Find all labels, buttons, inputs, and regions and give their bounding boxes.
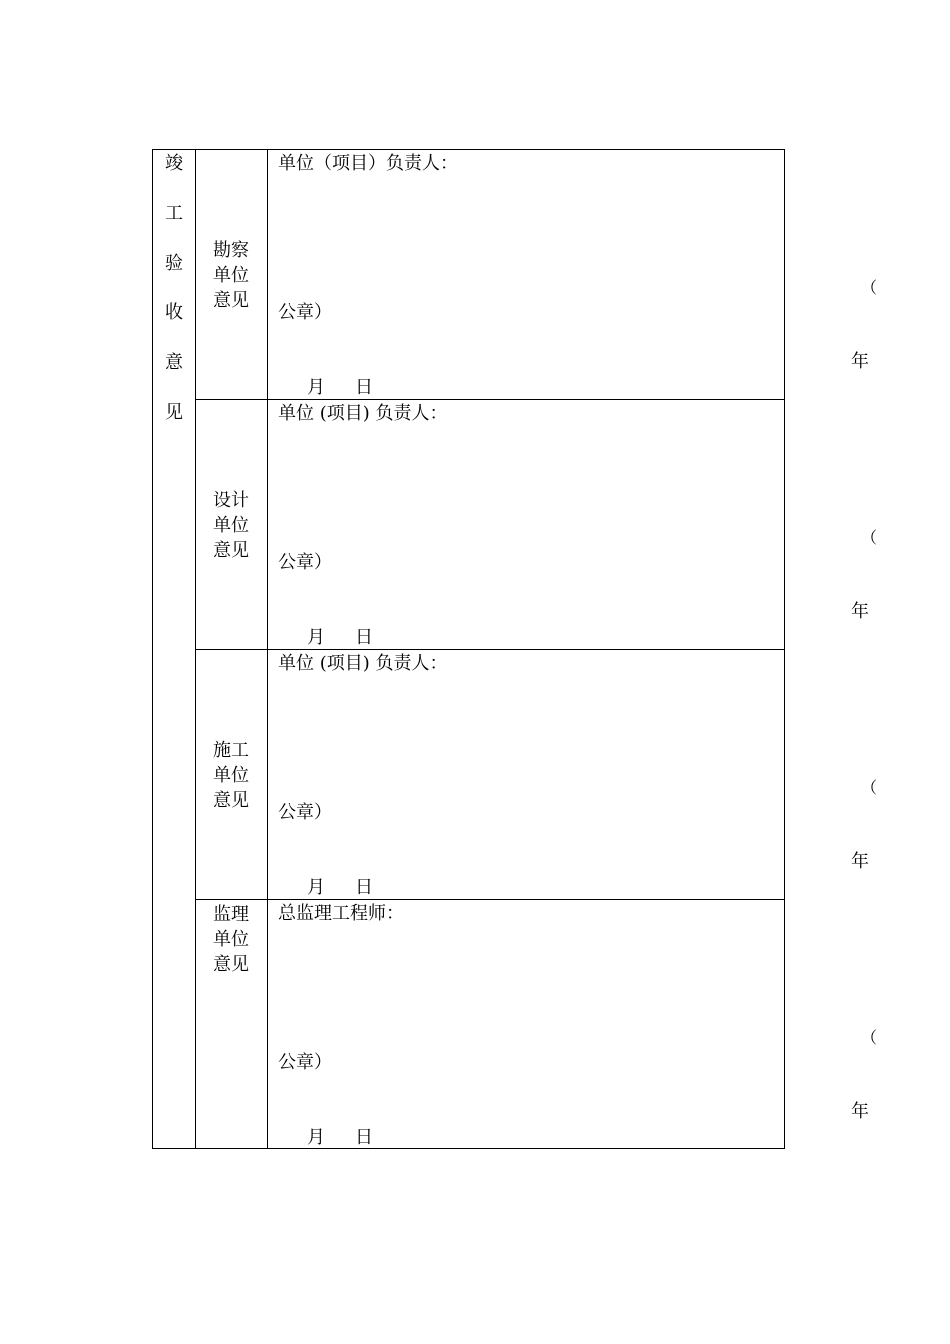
year-label: 年 — [851, 601, 869, 622]
seal-paren-open: （ — [861, 278, 878, 297]
section-title-column — [153, 150, 196, 1148]
design-unit-opinion-cell — [269, 400, 878, 649]
acceptance-opinion-table — [152, 149, 878, 1149]
year-label: 年 — [851, 851, 869, 872]
construction-unit-label-cell — [196, 650, 268, 899]
day-label: 日 — [355, 377, 373, 398]
day-label: 日 — [355, 627, 373, 648]
construction-unit-label: 施工单位意见 — [213, 740, 249, 811]
seal-paren-open: （ — [861, 528, 878, 547]
section-title-char: 见 — [165, 402, 183, 423]
design-unit-label-cell — [196, 400, 268, 649]
design-unit-row — [196, 400, 878, 650]
construction-unit-row — [196, 650, 878, 900]
responsible-person-label: 单位 (项目) 负责人： — [278, 403, 448, 424]
seal-paren-open: （ — [861, 778, 878, 797]
section-title-char: 意 — [165, 352, 183, 373]
chief-supervisor-label: 总监理工程师： — [278, 903, 404, 924]
supervision-unit-label-cell — [196, 900, 268, 1148]
responsible-person-label: 单位（项目）负责人： — [278, 153, 458, 174]
year-label: 年 — [851, 351, 869, 372]
design-unit-label: 设计单位意见 — [213, 490, 249, 561]
day-label: 日 — [355, 877, 373, 898]
survey-unit-row — [196, 150, 878, 400]
supervision-unit-row — [196, 900, 878, 1148]
seal-label: 公章） — [278, 1052, 332, 1073]
seal-label: 公章） — [278, 802, 332, 823]
survey-unit-label-cell — [196, 150, 268, 399]
month-label: 月 — [307, 1127, 325, 1148]
section-title-char: 竣 — [165, 153, 183, 174]
survey-unit-label: 勘察单位意见 — [213, 240, 249, 311]
month-label: 月 — [307, 377, 325, 398]
section-title-char: 收 — [165, 302, 183, 323]
section-title-char: 工 — [165, 203, 183, 224]
month-label: 月 — [307, 627, 325, 648]
responsible-person-label: 单位 (项目) 负责人： — [278, 653, 448, 674]
supervision-unit-opinion-cell — [269, 900, 878, 1148]
survey-unit-opinion-cell — [269, 150, 878, 399]
seal-label: 公章） — [278, 552, 332, 573]
seal-label: 公章） — [278, 302, 332, 323]
month-label: 月 — [307, 877, 325, 898]
supervision-unit-label: 监理单位意见 — [213, 904, 249, 975]
day-label: 日 — [355, 1127, 373, 1148]
year-label: 年 — [851, 1101, 869, 1122]
construction-unit-opinion-cell — [269, 650, 878, 899]
seal-paren-open: （ — [861, 1028, 878, 1047]
section-title-char: 验 — [165, 253, 183, 274]
